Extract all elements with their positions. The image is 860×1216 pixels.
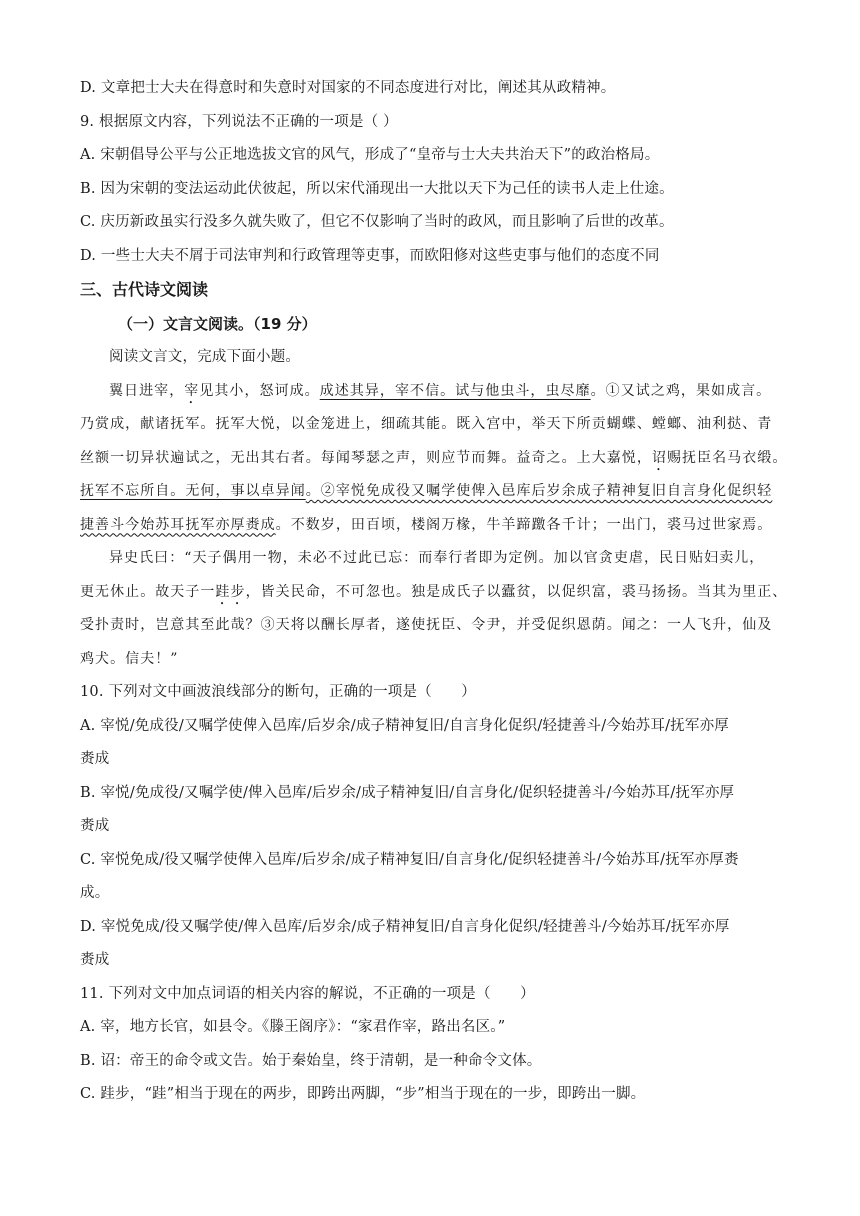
underlined-sentence: 抚军不忘所自。无何，事以卓异闻 (80, 483, 306, 499)
passage-line: 捷善斗今始苏耳抚军亦厚赉成。不数岁，田百顷，楼阁万椽，牛羊蹄躈各千计；一出门，裘马过世家焉。 (80, 516, 773, 533)
passage-line: 更无休止。故天子一跬步，皆关民命，不可忽也。独是成氏子以蠹贫，以促织富，裘马扬扬。当其为里正、 (80, 583, 788, 600)
wavy-underlined-text: 。②宰悦免成役又嘱学使俾入邑库后岁余成子精神复旧自言身化促织轻 (305, 483, 773, 499)
q9-option-c: C. 庆历新政虽实行没多久就失败了，但它不仅影响了当时的政风，而且影响了后世的改革。 (80, 214, 674, 230)
q11-stem: 11. 下列对文中加点词语的相关内容的解说，不正确的一项是（ ） (80, 985, 535, 1002)
q10-option-c: C. 宰悦免成/役又嘱学使俾入邑库/后岁余/成子精神复旧/自言身化/促织轻捷善斗/今始苏耳/抚军亦厚赉 (80, 851, 739, 868)
classical-passage (80, 375, 788, 677)
q10-option-c-cont: 成。 (80, 885, 110, 901)
q10-option-a: A. 宰悦/免成役/又嘱学使俾入邑库/后岁余/成子精神复旧/自言身化促织/轻捷善斗/今始苏耳/抚军亦厚 (80, 717, 729, 734)
q10-option-d-cont: 赉成 (80, 952, 110, 968)
section-title: 三、古代诗文阅读 (80, 280, 209, 299)
q10-option-b: B. 宰悦/免成役/又嘱学使/俾入邑库/后岁余/成子精神复旧/自言身化/促织轻捷善斗/今始苏耳/抚军亦厚 (80, 784, 735, 801)
q9-stem: 9. 根据原文内容，下列说法不正确的一项是（ ） (80, 113, 398, 130)
dotted-word-kuibu: 跬步 (215, 583, 246, 600)
q10-option-b-cont: 赉成 (80, 818, 110, 834)
q10-option-d: D. 宰悦免成/役又嘱学使/俾入邑库/后岁余/成子精神复旧/自言身化促织/轻捷善斗/今始苏耳/抚军亦厚 (80, 918, 730, 935)
wavy-underlined-text: 捷善斗今始苏耳抚军亦厚赉成 (80, 516, 276, 533)
passage-line (80, 475, 778, 509)
underlined-sentence: 成述其异，宰不信。试与他虫斗，虫尽靡 (319, 382, 591, 399)
passage-line: 丝额一切异状遍试之，无出其右者。每闻琴瑟之声，则应节而舞。益奇之。上大嘉悦，诏赐抚臣名马衣缎。 (80, 449, 788, 466)
q10-option-a-cont: 赉成 (80, 751, 110, 767)
passage-line: 乃赏成，献诸抚军。抚军大悦，以金笼进上，细疏其能。既入宫中，举天下所贡蝴蝶、螳螂、油利挞、青 (80, 416, 773, 432)
q9-option-b: B. 因为宋朝的变法运动此伏彼起，所以宋代涌现出一大批以天下为己任的读书人走上仕途。 (80, 180, 674, 197)
passage-line: 鸡犬。信夫！” (80, 650, 179, 667)
dotted-word-zhao: 诏 (651, 449, 667, 466)
q10-stem: 10. 下列对文中画波浪线部分的断句，正确的一项是（ ） (80, 684, 476, 700)
q11-option-c: C. 跬步，“跬”相当于现在的两步，即跨出两脚，“步”相当于现在的一步，即跨出一脚。 (80, 1086, 646, 1102)
passage-line: 异史氏曰：“天子偶用一物，未必不过此已忘：而奉行者即为定例。加以官贪吏虐，民日贴妇卖儿， (109, 550, 765, 566)
reading-instruction: 阅读文言文，完成下面小题。 (109, 349, 301, 365)
passage-line: 翼日进宰，宰见其小，怒诃成。成述其异，宰不信。试与他虫斗，虫尽靡。①又试之鸡，果如成言。 (109, 382, 772, 399)
dotted-word-zai: 宰 (184, 382, 200, 399)
q8-option-d: D. 文章把士大夫在得意时和失意时对国家的不同态度进行对比，阐述其从政精神。 (80, 80, 616, 96)
q11-option-b: B. 诏：帝王的命令或文告。始于秦始皇，终于清朝，是一种命令文体。 (80, 1052, 542, 1069)
passage-line: 受扑责时，岂意其至此哉？③天将以酬长厚者，遂使抚臣、令尹，并受促织恩荫。闻之：一人飞升，仙及 (80, 617, 773, 633)
q11-option-a: A. 宰，地方长官，如县令。《滕王阁序》：“家君作宰，路出名区。” (80, 1019, 506, 1035)
q9-option-d: D. 一些士大夫不屑于司法审判和行政管理等吏事，而欧阳修对这些吏事与他们的态度不同 (80, 247, 660, 264)
q9-option-a: A. 宋朝倡导公平与公正地选拔文官的风气，形成了“皇帝与士大夫共治天下”的政治格局。 (80, 147, 660, 163)
subsection-title: （一）文言文阅读。（19 分） (118, 315, 317, 333)
